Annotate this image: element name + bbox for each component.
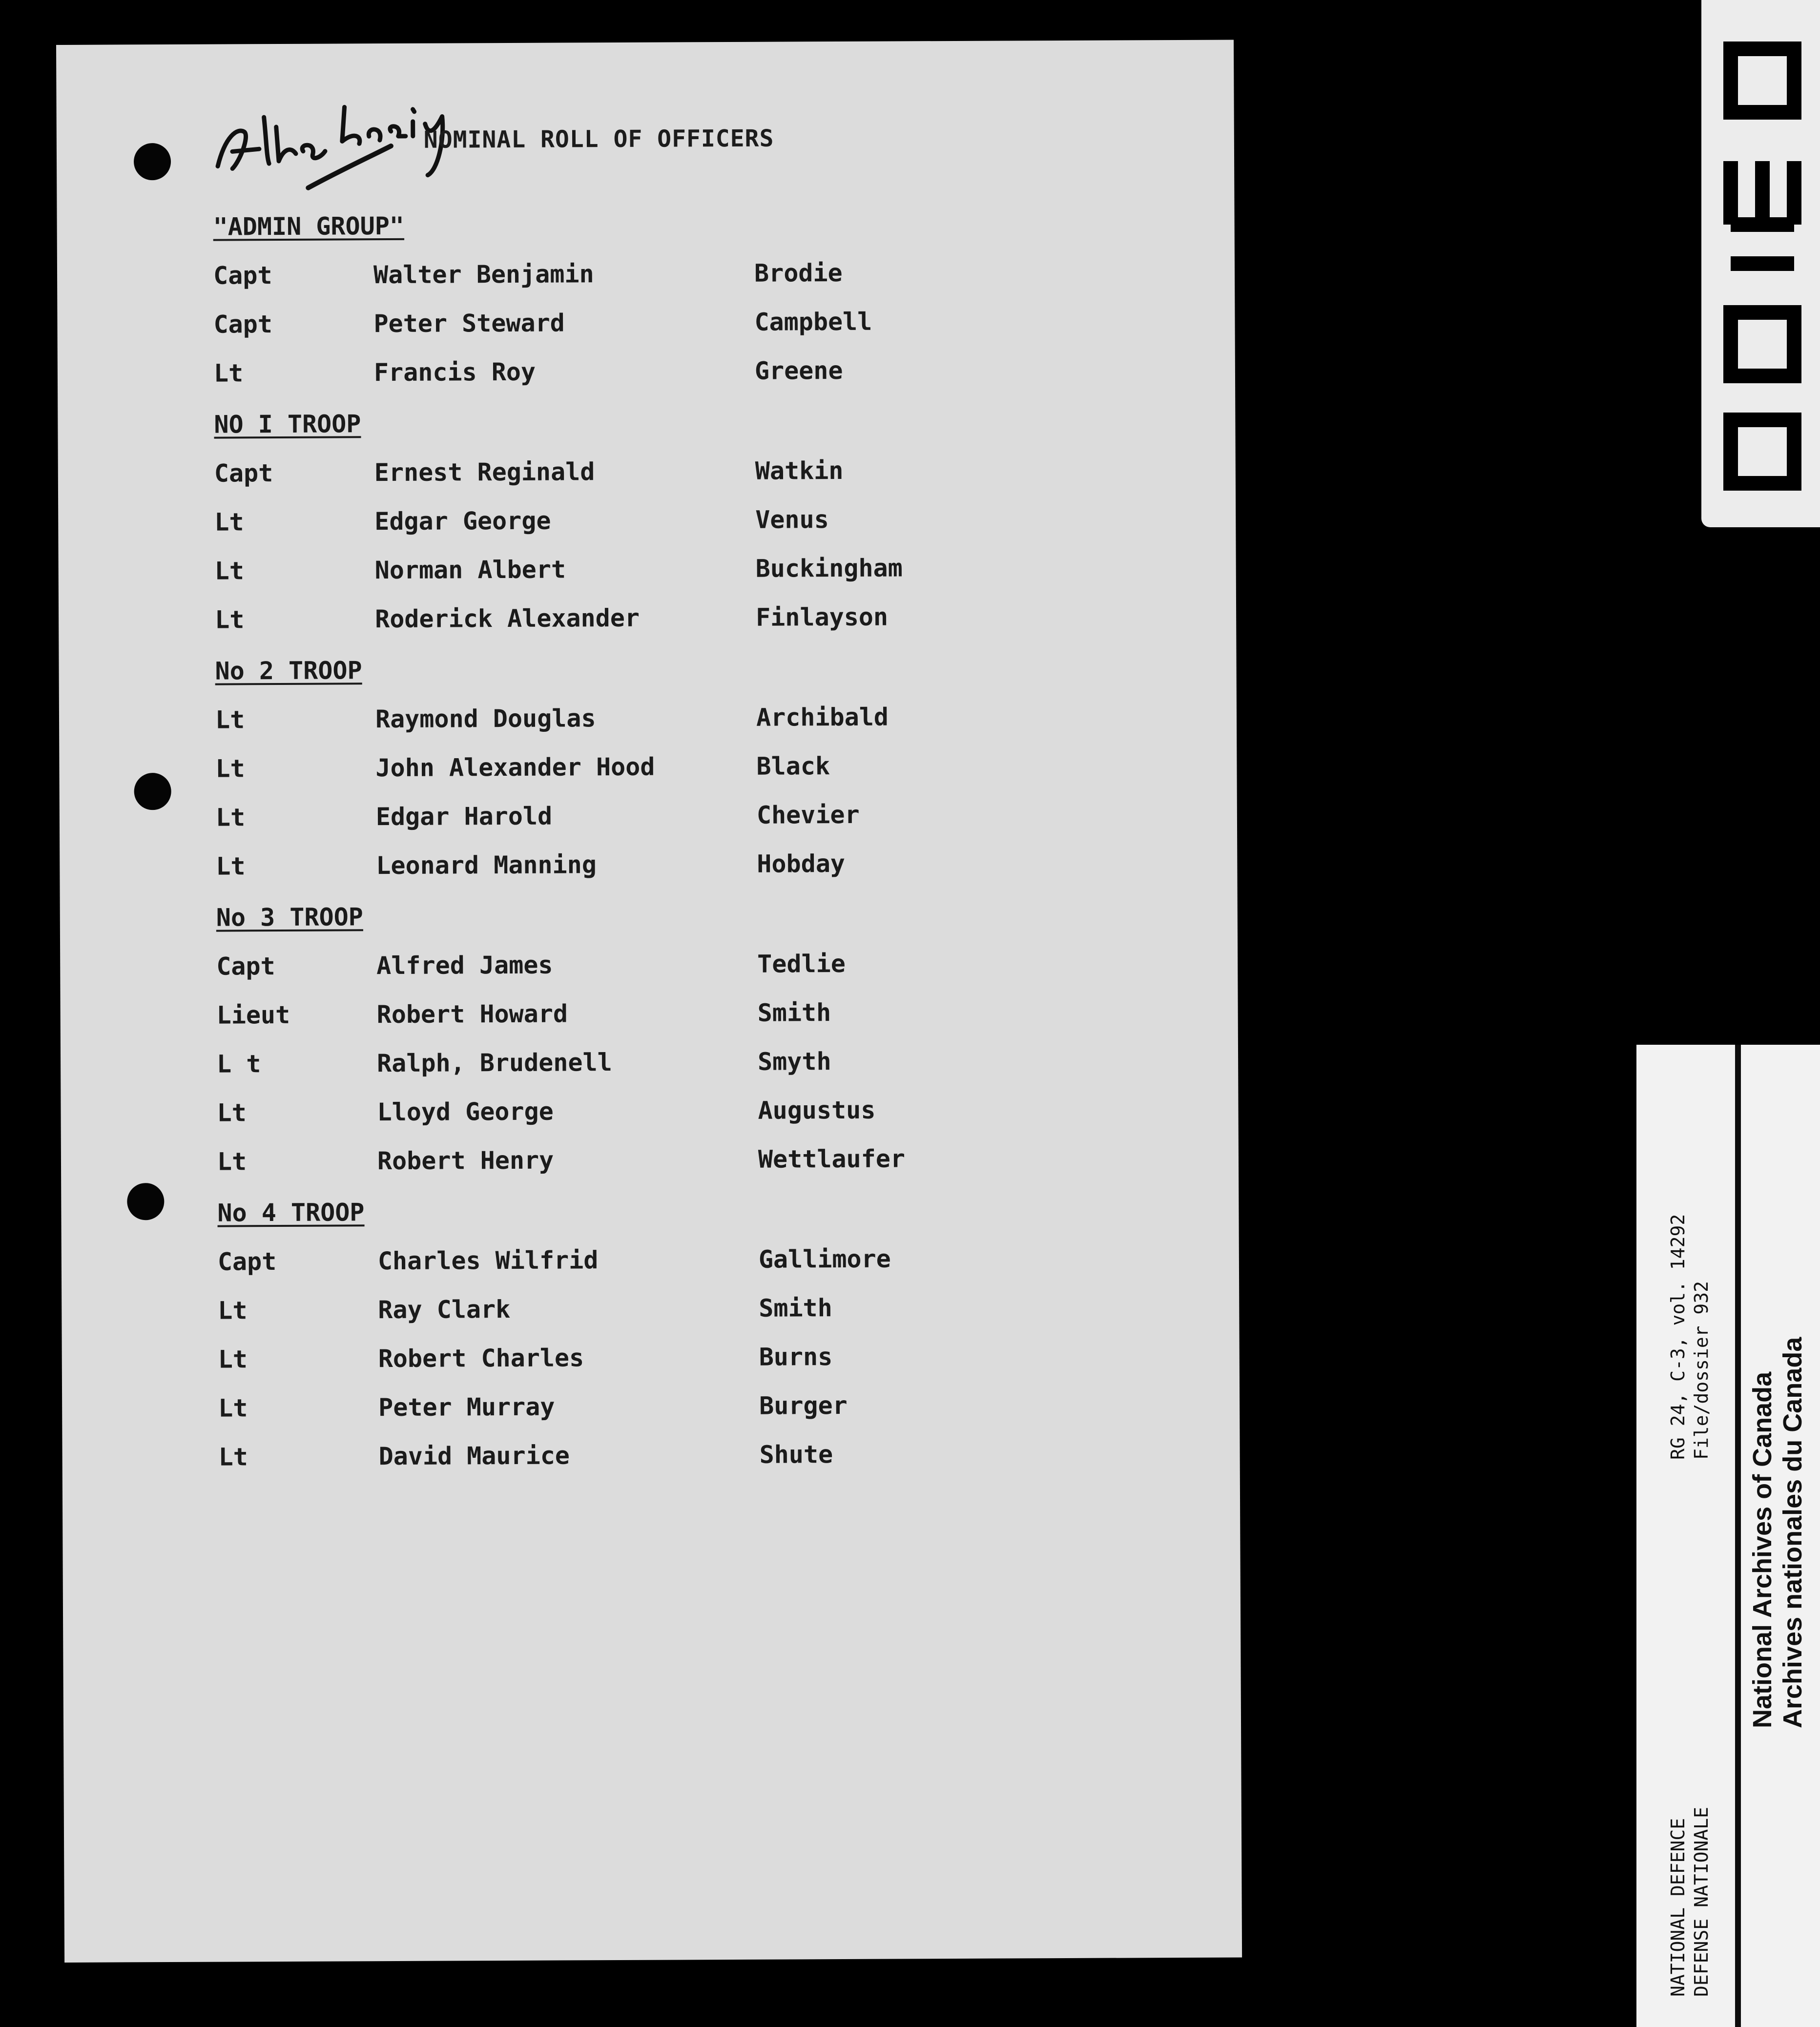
officer-row [58, 354, 1235, 399]
officer-surname: Burns [759, 1343, 833, 1371]
officer-surname: Black [756, 752, 830, 781]
officer-rank: Lt [214, 508, 244, 537]
section-heading: "ADMIN GROUP" [213, 211, 405, 241]
officer-given-names: Peter Murray [378, 1392, 555, 1422]
officer-given-names: John Alexander Hood [375, 752, 655, 783]
department-en: NATIONAL DEFENCE [1667, 1818, 1689, 1997]
officer-row [60, 948, 1238, 992]
officer-given-names: Robert Henry [377, 1146, 554, 1176]
section-no-4-troop [61, 1194, 1239, 1471]
document-sheet [56, 40, 1242, 1962]
officer-surname: Hobday [757, 849, 846, 878]
officer-surname: Tedlie [757, 949, 846, 978]
section-heading: No 3 TROOP [216, 903, 363, 932]
officer-row [57, 306, 1235, 350]
officer-given-names: Peter Steward [373, 309, 565, 338]
officer-rank: Lt [218, 1296, 248, 1325]
officer-row [59, 552, 1236, 597]
section-no-2-troop [59, 652, 1236, 881]
officer-row [62, 1389, 1240, 1434]
officer-surname: Gallimore [758, 1244, 891, 1274]
officer-given-names: Ernest Reginald [374, 457, 595, 487]
officer-surname: Wettlaufer [758, 1144, 906, 1174]
officer-row [58, 455, 1236, 499]
officer-surname: Augustus [758, 1096, 876, 1125]
officer-rank: Lt [217, 1147, 247, 1176]
officer-given-names: Roderick Alexander [375, 603, 640, 634]
officer-rank: L t [216, 1050, 261, 1078]
officer-rank: Lt [215, 605, 245, 634]
officer-rank: Lieut [216, 1000, 290, 1030]
officer-surname: Campbell [754, 307, 872, 336]
label-divider [1735, 1045, 1741, 2027]
officer-given-names: Robert Howard [376, 999, 568, 1029]
officer-given-names: Robert Charles [378, 1344, 584, 1373]
section-heading: No 2 TROOP [215, 656, 362, 685]
punch-hole-bottom [127, 1183, 164, 1220]
archive-label-card [1636, 1045, 1820, 2027]
officer-given-names: Francis Roy [373, 357, 536, 387]
officer-given-names: Ralph, Brudenell [376, 1048, 612, 1078]
section-no-1-troop [58, 406, 1235, 634]
department-fr: DEFENSE NATIONALE [1691, 1807, 1712, 1997]
archive-frame-tab [1701, 0, 1820, 527]
officer-surname: Venus [755, 505, 829, 534]
section-no-3-troop [60, 899, 1238, 1176]
frame-code-digits [1716, 20, 1809, 508]
officer-rank: Lt [218, 1394, 248, 1423]
section-heading: NO I TROOP [214, 410, 361, 439]
officer-rank: Lt [215, 803, 246, 832]
officer-surname: Shute [759, 1440, 833, 1469]
officer-rank: Capt [214, 459, 273, 488]
officer-rank: Lt [213, 359, 244, 388]
officer-given-names: Alfred James [376, 951, 553, 980]
officer-given-names: Charles Wilfrid [377, 1246, 599, 1276]
officer-row [61, 1045, 1238, 1090]
officer-row [58, 503, 1236, 548]
officer-row [60, 848, 1237, 892]
officer-rank: Lt [216, 852, 246, 881]
officer-rank: Lt [215, 705, 245, 734]
reference-line-2: File/dossier 932 [1691, 1281, 1712, 1460]
officer-given-names: Edgar George [374, 506, 551, 536]
officer-row [59, 601, 1236, 645]
officer-surname: Archibald [756, 703, 889, 732]
officer-row [61, 1143, 1239, 1187]
officer-row [62, 1292, 1239, 1336]
officer-row [62, 1438, 1240, 1483]
officer-row [61, 1094, 1238, 1138]
officer-row [57, 257, 1235, 301]
officer-rank: Lt [217, 1098, 247, 1127]
officer-rank: Lt [214, 557, 245, 585]
officer-rank: Lt [215, 754, 245, 783]
officer-row [61, 996, 1238, 1041]
officer-given-names: David Maurice [378, 1441, 570, 1471]
institution-name-en: National Archives of Canada [1748, 1371, 1777, 1728]
officer-row [59, 701, 1237, 745]
page-title: NOMINAL ROLL OF OFFICERS [423, 124, 774, 154]
punch-hole-top [134, 143, 171, 180]
section-heading: No 4 TROOP [217, 1198, 365, 1227]
officer-row [62, 1341, 1240, 1385]
officer-rank: Capt [213, 310, 273, 339]
officer-given-names: Lloyd George [377, 1097, 554, 1127]
officer-surname: Burger [759, 1391, 848, 1420]
officer-row [60, 799, 1237, 843]
officer-rank: Lt [218, 1443, 248, 1471]
officer-rank: Lt [218, 1345, 248, 1374]
officer-given-names: Walter Benjamin [373, 260, 594, 290]
institution-name-fr: Archives nationales du Canada [1778, 1337, 1807, 1728]
officer-surname: Smith [759, 1294, 832, 1323]
officer-row [62, 1243, 1239, 1287]
officer-surname: Buckingham [755, 554, 903, 583]
officer-rank: Capt [217, 1247, 277, 1276]
reference-line-1: RG 24, C-3, vol. 14292 [1667, 1214, 1689, 1460]
officer-surname: Chevier [756, 800, 860, 829]
officer-rank: Capt [213, 261, 272, 290]
officer-rank: Capt [216, 952, 275, 981]
officer-row [59, 750, 1237, 794]
officer-surname: Smith [757, 998, 831, 1027]
officer-surname: Watkin [755, 456, 844, 485]
officer-surname: Brodie [754, 258, 843, 288]
officer-surname: Greene [754, 356, 843, 385]
officer-surname: Finlayson [756, 602, 889, 632]
officer-given-names: Raymond Douglas [375, 704, 596, 734]
officer-given-names: Ray Clark [378, 1295, 511, 1324]
officer-given-names: Leonard Manning [376, 850, 597, 880]
officer-given-names: Edgar Harold [375, 802, 553, 831]
officer-given-names: Norman Albert [374, 555, 566, 585]
officer-surname: Smyth [757, 1047, 831, 1076]
